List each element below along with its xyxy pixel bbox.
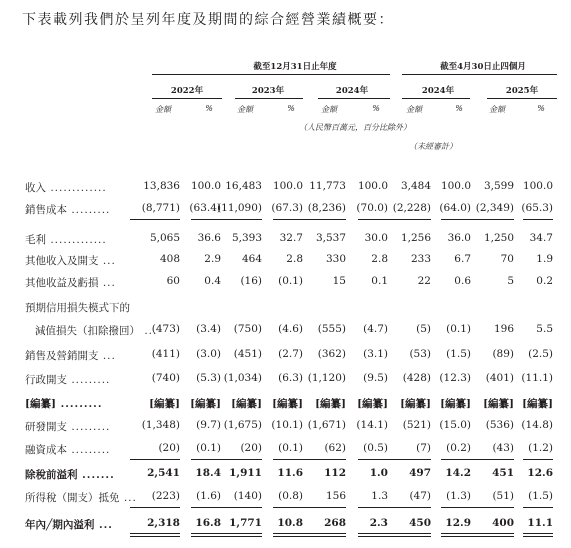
amount-cell: 1,250 bbox=[483, 232, 514, 244]
row-label bbox=[25, 372, 110, 387]
row-label-text: 研發開支 bbox=[25, 421, 67, 433]
amount-cell: (8,236) bbox=[307, 202, 346, 214]
percent-cell: 1.9 bbox=[536, 253, 553, 265]
amount-cell: 233 bbox=[410, 253, 431, 265]
row-label-text: 行政開支 bbox=[25, 374, 67, 386]
amount-cell: (89) bbox=[492, 348, 514, 360]
year-header-rule bbox=[235, 98, 303, 99]
subtotal-rule bbox=[381, 219, 431, 220]
amount-cell: 60 bbox=[166, 275, 180, 287]
year-header: 2024年 bbox=[335, 86, 369, 96]
year-header: 2023年 bbox=[251, 86, 285, 96]
amount-cell: 1,911 bbox=[229, 467, 262, 479]
group-header-year: 截至12月31日止年度 bbox=[253, 62, 337, 72]
amount-cell: (1,671) bbox=[307, 419, 346, 431]
leader-dots: ............. bbox=[46, 182, 107, 194]
total-double-rule bbox=[523, 536, 553, 537]
total-double-rule bbox=[296, 536, 346, 537]
amount-cell: 11,773 bbox=[309, 180, 346, 192]
amount-cell: 451 bbox=[492, 467, 514, 479]
amount-cell: [編纂] bbox=[149, 398, 180, 410]
total-double-rule bbox=[212, 533, 262, 534]
amount-cell: (43) bbox=[492, 442, 514, 454]
year-header-rule bbox=[152, 98, 222, 99]
amount-cell: 16,483 bbox=[225, 180, 262, 192]
subtotal-rule bbox=[464, 459, 514, 460]
amount-cell: [編纂] bbox=[315, 398, 346, 410]
subtotal-rule bbox=[296, 507, 346, 508]
row-label-text: 收入 bbox=[25, 182, 46, 194]
amount-cell: (20) bbox=[240, 442, 262, 454]
row-label-text: 融資成本 bbox=[25, 444, 67, 456]
group-header-period: 截至4月30日止四個月 bbox=[440, 62, 526, 72]
percent-cell: 30.0 bbox=[364, 232, 388, 244]
amount-cell: (536) bbox=[485, 419, 514, 431]
percent-cell: 1.3 bbox=[371, 490, 388, 502]
subtotal-rule bbox=[464, 507, 514, 508]
subtotal-rule bbox=[212, 459, 262, 460]
amount-cell: (362) bbox=[317, 348, 346, 360]
row-label-text: [編纂] bbox=[25, 398, 56, 410]
subtotal-rule bbox=[296, 219, 346, 220]
amount-cell: (2,228) bbox=[392, 202, 431, 214]
amount-cell: (1,120) bbox=[307, 372, 346, 384]
percent-cell: [編纂] bbox=[190, 398, 221, 410]
row-label-text: 減值損失（扣除撥回） bbox=[35, 325, 140, 337]
row-label bbox=[25, 202, 110, 217]
subtotal-rule bbox=[130, 219, 180, 220]
unaudited-note: （未經審計） bbox=[409, 142, 457, 151]
amount-cell: 15 bbox=[332, 275, 346, 287]
row-label bbox=[25, 517, 113, 532]
percent-cell: (0.5) bbox=[363, 442, 388, 454]
percent-cell: 32.7 bbox=[279, 232, 303, 244]
amount-column-label: 金額 bbox=[406, 105, 422, 114]
percent-cell: (1.3) bbox=[446, 490, 471, 502]
percent-cell: (15.0) bbox=[439, 419, 471, 431]
amount-cell: 450 bbox=[409, 517, 431, 529]
percent-cell: (5.3) bbox=[196, 372, 221, 384]
row-label-text: 除稅前溢利 bbox=[25, 469, 78, 481]
year-header-rule bbox=[318, 98, 390, 99]
amount-cell: (473) bbox=[151, 323, 180, 335]
row-label bbox=[25, 275, 116, 290]
percent-column-label: % bbox=[205, 104, 213, 113]
amount-cell: (223) bbox=[151, 490, 180, 502]
row-label-text: 其他收入及開支 bbox=[25, 255, 99, 267]
amount-cell: (20) bbox=[158, 442, 180, 454]
percent-cell: 18.4 bbox=[195, 467, 221, 479]
amount-cell: (47) bbox=[409, 490, 431, 502]
percent-cell: (0.1) bbox=[196, 442, 221, 454]
total-double-rule bbox=[523, 533, 553, 534]
subtotal-rule bbox=[523, 219, 553, 220]
percent-cell: (14.1) bbox=[356, 419, 388, 431]
leader-dots: ............. bbox=[46, 234, 107, 246]
amount-cell: 1,256 bbox=[400, 232, 431, 244]
amount-cell: (1,348) bbox=[141, 419, 180, 431]
percent-cell: (10.1) bbox=[271, 419, 303, 431]
amount-cell: (451) bbox=[233, 348, 262, 360]
amount-cell: (62) bbox=[324, 442, 346, 454]
percent-cell: (0.8) bbox=[278, 490, 303, 502]
amount-cell: 13,836 bbox=[143, 180, 180, 192]
percent-cell: 11.6 bbox=[277, 467, 303, 479]
leader-dots: ......... bbox=[55, 398, 103, 410]
group-rule-year bbox=[152, 74, 390, 75]
total-double-rule bbox=[464, 536, 514, 537]
percent-cell: (70.0) bbox=[356, 202, 388, 214]
year-header-rule bbox=[402, 98, 470, 99]
percent-cell: (9.7) bbox=[196, 419, 221, 431]
amount-cell: 2,318 bbox=[147, 517, 180, 529]
leader-dots: ... bbox=[98, 350, 116, 362]
percent-cell: 6.7 bbox=[454, 253, 471, 265]
amount-cell: 3,484 bbox=[400, 180, 431, 192]
amount-cell: (16) bbox=[240, 275, 262, 287]
percent-cell: 100.0 bbox=[522, 180, 553, 192]
subtotal-rule bbox=[523, 459, 553, 460]
amount-cell: 5 bbox=[507, 275, 514, 287]
total-double-rule bbox=[381, 536, 431, 537]
total-double-rule bbox=[296, 533, 346, 534]
amount-cell: 5,393 bbox=[231, 232, 262, 244]
amount-cell: (8,771) bbox=[141, 202, 180, 214]
percent-cell: 5.5 bbox=[536, 323, 553, 335]
percent-cell: 1.0 bbox=[369, 467, 388, 479]
amount-cell: [編纂] bbox=[483, 398, 514, 410]
percent-cell: 36.0 bbox=[447, 232, 471, 244]
percent-cell: (0.1) bbox=[446, 323, 471, 335]
percent-column-label: % bbox=[455, 104, 463, 113]
percent-cell: (14.8) bbox=[521, 419, 553, 431]
percent-cell: 2.9 bbox=[204, 253, 221, 265]
percent-cell: 11.1 bbox=[527, 517, 553, 529]
subtotal-rule bbox=[464, 219, 514, 220]
amount-cell: 196 bbox=[493, 323, 514, 335]
percent-cell: 14.2 bbox=[445, 467, 471, 479]
amount-column-label: 金額 bbox=[155, 105, 171, 114]
subtotal-rule bbox=[523, 507, 553, 508]
year-header: 2022年 bbox=[170, 86, 204, 96]
row-label-text: 其他收益及虧損 bbox=[25, 277, 99, 289]
percent-cell: [編纂] bbox=[440, 398, 471, 410]
amount-column-label: 金額 bbox=[489, 105, 505, 114]
amount-cell: 464 bbox=[241, 253, 262, 265]
subtotal-rule bbox=[381, 459, 431, 460]
amount-cell: (7) bbox=[416, 442, 431, 454]
row-label bbox=[25, 467, 115, 482]
amount-cell: (740) bbox=[151, 372, 180, 384]
amount-cell: 5,065 bbox=[149, 232, 180, 244]
subtotal-rule bbox=[296, 459, 346, 460]
amount-cell: 408 bbox=[159, 253, 180, 265]
row-label-text: 銷售成本 bbox=[25, 204, 67, 216]
percent-cell: (0.2) bbox=[446, 442, 471, 454]
amount-cell: 22 bbox=[417, 275, 431, 287]
total-double-rule bbox=[130, 533, 180, 534]
percent-cell: 12.6 bbox=[527, 467, 553, 479]
percent-cell: 10.8 bbox=[277, 517, 303, 529]
amount-cell: (428) bbox=[402, 372, 431, 384]
amount-column-label: 金額 bbox=[321, 105, 337, 114]
leader-dots: ... bbox=[98, 255, 116, 267]
percent-cell: (6.3) bbox=[278, 372, 303, 384]
percent-cell: (2.5) bbox=[528, 348, 553, 360]
percent-cell: 100.0 bbox=[440, 180, 471, 192]
percent-cell: 0.1 bbox=[371, 275, 388, 287]
row-label-text: 年內╱期內溢利 bbox=[25, 519, 95, 531]
year-header: 2024年 bbox=[421, 86, 455, 96]
subtotal-rule bbox=[212, 507, 262, 508]
percent-cell: 12.9 bbox=[445, 517, 471, 529]
leader-dots: ......... bbox=[67, 421, 111, 433]
percent-cell: (1.5) bbox=[446, 348, 471, 360]
row-label bbox=[25, 442, 110, 457]
amount-cell: (401) bbox=[485, 372, 514, 384]
amount-cell: (1,034) bbox=[223, 372, 262, 384]
percent-cell: (4.6) bbox=[278, 323, 303, 335]
percent-cell: 0.4 bbox=[204, 275, 221, 287]
percent-cell: (3.4) bbox=[196, 323, 221, 335]
percent-cell: 2.8 bbox=[371, 253, 388, 265]
amount-cell: 400 bbox=[492, 517, 514, 529]
row-label bbox=[25, 348, 116, 363]
percent-cell: (2.7) bbox=[278, 348, 303, 360]
percent-cell: 36.6 bbox=[197, 232, 221, 244]
amount-cell: [編纂] bbox=[400, 398, 431, 410]
subtotal-rule bbox=[381, 507, 431, 508]
subtotal-rule bbox=[130, 459, 180, 460]
amount-cell: 1,771 bbox=[229, 517, 262, 529]
amount-cell: (11,090) bbox=[217, 202, 262, 214]
percent-column-label: % bbox=[537, 104, 545, 113]
percent-cell: 16.8 bbox=[195, 517, 221, 529]
year-header-rule bbox=[487, 98, 557, 99]
amount-cell: 2,541 bbox=[147, 467, 180, 479]
percent-cell: 0.2 bbox=[536, 275, 553, 287]
percent-cell: (12.3) bbox=[439, 372, 471, 384]
leader-dots: ... bbox=[119, 492, 137, 504]
amount-column-label: 金額 bbox=[237, 105, 253, 114]
row-label bbox=[25, 232, 107, 247]
amount-cell: (750) bbox=[233, 323, 262, 335]
leader-dots: ......... bbox=[67, 374, 111, 386]
amount-cell: 70 bbox=[500, 253, 514, 265]
amount-cell: (51) bbox=[492, 490, 514, 502]
row-label bbox=[25, 180, 107, 195]
amount-cell: (411) bbox=[151, 348, 180, 360]
percent-cell: [編纂] bbox=[357, 398, 388, 410]
amount-cell: (555) bbox=[317, 323, 346, 335]
amount-cell: [編纂] bbox=[231, 398, 262, 410]
row-label bbox=[25, 419, 110, 434]
amount-cell: (521) bbox=[402, 419, 431, 431]
year-header: 2025年 bbox=[505, 86, 539, 96]
intro-text: 下表載列我們於呈列年度及期間的綜合經營業績概要： bbox=[22, 12, 394, 28]
percent-cell: (4.7) bbox=[363, 323, 388, 335]
percent-cell: (3.1) bbox=[363, 348, 388, 360]
amount-cell: 330 bbox=[325, 253, 346, 265]
percent-cell: (1.6) bbox=[196, 490, 221, 502]
subtotal-rule bbox=[130, 507, 180, 508]
percent-cell: 100.0 bbox=[357, 180, 388, 192]
percent-cell: (11.1) bbox=[521, 372, 553, 384]
group-rule-period bbox=[402, 74, 557, 75]
percent-column-label: % bbox=[372, 104, 380, 113]
percent-cell: (0.1) bbox=[278, 275, 303, 287]
amount-cell: 497 bbox=[409, 467, 431, 479]
amount-cell: 112 bbox=[324, 467, 346, 479]
percent-cell: (1.2) bbox=[528, 442, 553, 454]
percent-cell: (65.3) bbox=[521, 202, 553, 214]
percent-cell: (63.4) bbox=[189, 202, 221, 214]
percent-cell: (3.0) bbox=[196, 348, 221, 360]
amount-cell: (1,675) bbox=[223, 419, 262, 431]
percent-cell: (1.5) bbox=[528, 490, 553, 502]
row-label bbox=[25, 300, 130, 315]
percent-cell: 0.6 bbox=[454, 275, 471, 287]
percent-cell: 34.7 bbox=[529, 232, 553, 244]
row-label-text: 銷售及營銷開支 bbox=[25, 350, 99, 362]
percent-cell: (9.5) bbox=[363, 372, 388, 384]
percent-cell: (64.0) bbox=[439, 202, 471, 214]
leader-dots: ... bbox=[140, 325, 158, 337]
amount-cell: (2,349) bbox=[475, 202, 514, 214]
total-double-rule bbox=[130, 536, 180, 537]
percent-cell: [編纂] bbox=[272, 398, 303, 410]
amount-cell: (5) bbox=[416, 323, 431, 335]
row-label-text: 預期信用損失模式下的 bbox=[25, 302, 130, 314]
row-label bbox=[25, 396, 103, 411]
row-label-text: 所得稅（開支）抵免 bbox=[25, 492, 120, 504]
percent-cell: (67.3) bbox=[271, 202, 303, 214]
amount-cell: 268 bbox=[324, 517, 346, 529]
amount-cell: (53) bbox=[409, 348, 431, 360]
percent-column-label: % bbox=[287, 104, 295, 113]
percent-cell: 2.3 bbox=[369, 517, 388, 529]
total-double-rule bbox=[381, 533, 431, 534]
total-double-rule bbox=[212, 536, 262, 537]
row-label-text: 毛利 bbox=[25, 234, 46, 246]
leader-dots: ... bbox=[98, 277, 116, 289]
percent-cell: 100.0 bbox=[272, 180, 303, 192]
percent-cell: [編纂] bbox=[522, 398, 553, 410]
amount-cell: (140) bbox=[233, 490, 262, 502]
percent-cell: (0.1) bbox=[278, 442, 303, 454]
leader-dots: ....... bbox=[77, 469, 115, 481]
leader-dots: ......... bbox=[67, 204, 111, 216]
amount-cell: 3,537 bbox=[315, 232, 346, 244]
amount-cell: 156 bbox=[325, 490, 346, 502]
subtotal-rule bbox=[212, 219, 262, 220]
percent-cell: 2.8 bbox=[286, 253, 303, 265]
leader-dots: ......... bbox=[67, 444, 111, 456]
total-double-rule bbox=[464, 533, 514, 534]
leader-dots: ... bbox=[94, 519, 113, 531]
percent-cell: 100.0 bbox=[190, 180, 221, 192]
amount-cell: 3,599 bbox=[483, 180, 514, 192]
unit-note: （人民幣百萬元，百分比除外） bbox=[299, 123, 411, 132]
row-label bbox=[25, 253, 116, 268]
